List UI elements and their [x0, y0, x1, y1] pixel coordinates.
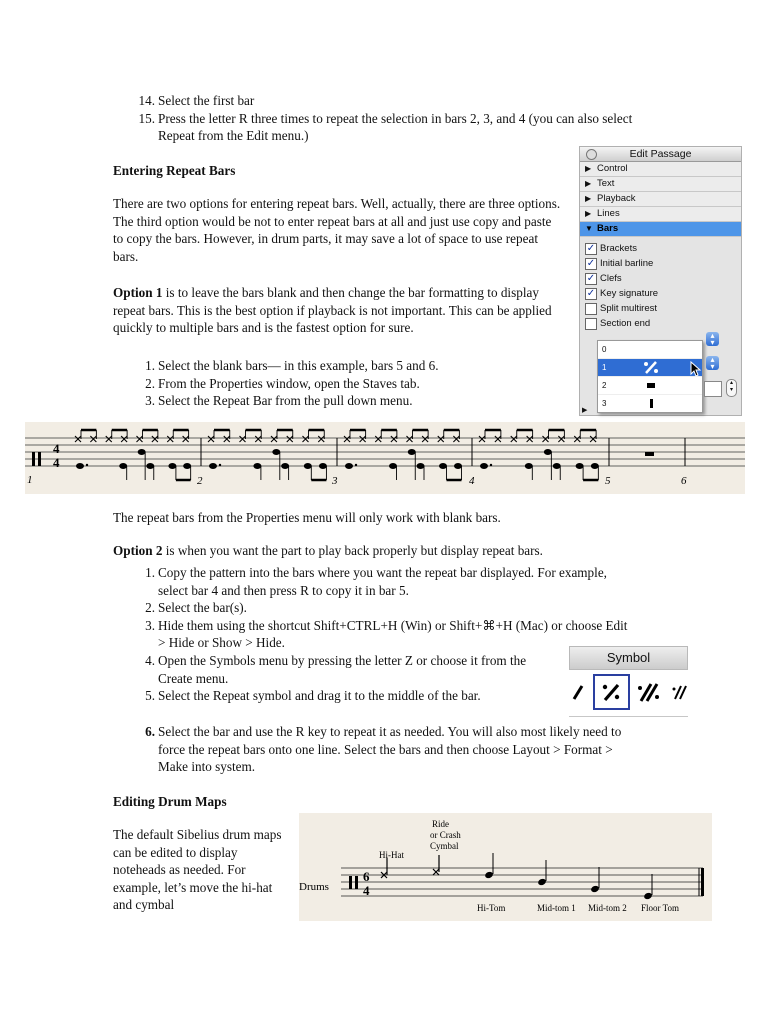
notehead	[76, 463, 84, 469]
notehead	[138, 449, 146, 455]
label-hi-hat: Hi-Hat	[379, 850, 404, 860]
symbol-slash[interactable]	[569, 674, 591, 710]
notehead	[417, 463, 425, 469]
dropdown-option[interactable]	[598, 341, 702, 359]
drum-maps-paragraph: The default Sibelius drum maps can be edited to display noteheads as needed. For example, let’s move the hi-hat and cymbal	[113, 827, 282, 913]
drum-map-notation	[299, 813, 712, 921]
list-item	[113, 392, 573, 410]
step-number: 5.	[145, 688, 155, 704]
label-mid-tom-2: Mid-tom 2	[588, 903, 627, 913]
checkbox-clefs[interactable]	[580, 271, 741, 286]
option2-label: Option 2	[113, 543, 163, 558]
step-number: 4.	[145, 652, 155, 668]
score-example-repeat-bars	[25, 422, 745, 494]
option-label: 0	[602, 345, 607, 354]
notehead	[281, 463, 289, 469]
option2-text: is when you want the part to play back properly but display repeat bars.	[162, 543, 543, 558]
checkbox-label: Clefs	[600, 273, 622, 284]
notehead	[183, 463, 191, 469]
score-notation	[25, 422, 745, 494]
notehead	[454, 463, 462, 469]
time-signature-bottom: 4	[363, 883, 370, 898]
checkbox-key-signature[interactable]	[580, 286, 741, 301]
bar-number: 4	[469, 475, 475, 487]
dropdown-stepper[interactable]: ▴ ▾	[706, 332, 719, 346]
bar-number: 2	[197, 475, 203, 487]
option1-steps	[113, 357, 573, 410]
step-number: 14.	[138, 93, 155, 108]
one-bar-repeat-icon	[642, 361, 660, 374]
percussion-clef	[355, 876, 358, 889]
checkbox-label: Split multirest	[600, 303, 658, 314]
notehead	[480, 463, 488, 469]
symbol-panel	[569, 646, 688, 718]
section-lines[interactable]	[580, 207, 741, 222]
notehead	[304, 463, 312, 469]
checkbox-label: Key signature	[600, 288, 659, 299]
list-item	[113, 564, 633, 599]
text-field[interactable]	[704, 381, 722, 397]
edit-passage-title: Edit Passage	[629, 148, 692, 160]
step-text: From the Properties window, open the Staves tab.	[158, 375, 420, 391]
time-signature-top: 6	[363, 869, 370, 884]
heading-entering-repeat-bars: Entering Repeat Bars	[113, 163, 236, 178]
section-label: Lines	[597, 208, 620, 219]
list-item	[113, 687, 633, 705]
notehead	[319, 463, 327, 469]
intro-paragraph: There are two options for entering repeat bars. Well, actually, there are three options. The third option would be not to enter repeat bars at all and just use copy and paste to copy the bars. However, in drum parts, it may save a lot of space to use repeat bars.	[113, 196, 561, 264]
checkbox-label: Section end	[600, 318, 651, 329]
step-text: Hide them using the shortcut Shift+CTRL+H (Win) or Shift+⌘+H (Mac) or choose Edit > Hide or Show > Hide.	[158, 617, 628, 651]
disclosure-triangle-icon: ▶	[585, 209, 592, 218]
step-number: 6.	[145, 724, 155, 739]
blank-bars-paragraph: The repeat bars from the Properties menu will only work with blank bars.	[113, 510, 501, 525]
notehead	[272, 449, 280, 455]
option-label: 1	[602, 363, 607, 372]
checkbox-label: Brackets	[600, 243, 637, 254]
repeat-bar-dropdown[interactable]	[597, 340, 703, 413]
symbol-four-bar-repeat[interactable]	[669, 674, 688, 710]
section-bars[interactable]	[580, 222, 741, 237]
percussion-clef	[349, 876, 352, 889]
notehead	[576, 463, 584, 469]
four-bar-repeat-icon	[650, 399, 653, 408]
option1-text: is to leave the bars blank and then change the bar formatting to display repeat bars. This is the best option if playback is not important. This can be applied quickly to multiple bars and is the fastest option for sure.	[113, 285, 552, 336]
dropdown-option-selected[interactable]	[598, 359, 702, 377]
notehead	[553, 463, 561, 469]
list-item	[113, 723, 633, 776]
checkbox-box[interactable]: ✓	[586, 273, 596, 284]
step-text: Select the blank bars— in this example, bars 5 and 6.	[158, 358, 439, 373]
dot	[219, 464, 221, 466]
section-text[interactable]	[580, 177, 741, 192]
step-text: Press the letter R three times to repeat the selection in bars 2, 3, and 4 (you can also select Repeat from the Edit menu.)	[158, 110, 633, 144]
step-number: 2.	[145, 375, 155, 391]
dropdown-stepper[interactable]: ▴ ▾	[706, 356, 719, 370]
note-mid-tom-1	[537, 860, 547, 886]
notehead	[209, 463, 217, 469]
step-text: Open the Symbols menu by pressing the letter Z or choose it from the Create menu.	[158, 652, 527, 686]
time-signature-bottom: 4	[53, 455, 60, 470]
list-item	[113, 652, 563, 687]
four-bar-repeat-icon	[669, 674, 688, 710]
checkbox-label: Initial barline	[600, 258, 654, 269]
checkbox-section-end[interactable]	[580, 316, 741, 331]
list-item	[113, 92, 643, 110]
notehead	[146, 463, 154, 469]
percussion-clef	[32, 452, 35, 466]
disclosure-triangle-icon: ▶	[585, 194, 592, 203]
list-item	[113, 599, 633, 617]
section-control[interactable]	[580, 162, 741, 177]
label-hi-tom: Hi-Tom	[477, 903, 506, 913]
close-icon[interactable]	[586, 149, 597, 160]
scroll-arrow-icon[interactable]: ▶	[582, 407, 588, 414]
dropdown-option[interactable]	[598, 395, 702, 412]
list-item	[113, 357, 573, 375]
step-number: 1.	[145, 565, 155, 580]
label-mid-tom-1: Mid-tom 1	[537, 903, 576, 913]
instrument-label: Drums	[299, 881, 329, 893]
notehead	[345, 463, 353, 469]
option2-paragraph	[113, 542, 673, 560]
step-number: 1.	[145, 358, 155, 373]
notehead	[544, 449, 552, 455]
disclosure-triangle-icon: ▶	[585, 179, 592, 188]
section-label: Text	[597, 178, 615, 189]
option-label: 3	[602, 399, 607, 408]
checkbox-initial-barline[interactable]	[580, 256, 741, 271]
checkbox-box[interactable]	[585, 303, 597, 315]
symbol-two-bar-repeat[interactable]	[632, 674, 666, 710]
notehead	[168, 463, 176, 469]
notehead	[389, 463, 397, 469]
mouse-cursor-icon	[690, 361, 702, 377]
notehead	[253, 463, 261, 469]
checkbox-box[interactable]	[585, 318, 597, 330]
staff-lines	[341, 868, 703, 896]
step-text: Select the first bar	[158, 93, 255, 108]
small-stepper[interactable]: ▴ ▾	[726, 379, 737, 397]
notehead	[591, 463, 599, 469]
note-mid-tom-2	[590, 867, 600, 893]
disclosure-triangle-open-icon: ▼	[585, 224, 593, 233]
section-label: Bars	[597, 223, 619, 234]
step-number: 3.	[145, 393, 155, 409]
step-text: Select the bar and use the R key to repeat it as needed. You will also most likely need to force the repeat bars onto one line. Select the bars and then choose Layout > Format > Make into system.	[158, 724, 622, 775]
step-text: Select the bar(s).	[158, 600, 247, 616]
slash-symbol-icon	[569, 674, 591, 710]
symbol-panel-title: Symbol	[569, 646, 688, 670]
notehead	[439, 463, 447, 469]
option2-step6	[113, 723, 633, 776]
step-number: 3.	[145, 617, 155, 633]
time-signature-top: 4	[53, 441, 60, 456]
list-item	[113, 375, 573, 393]
symbol-one-bar-repeat[interactable]	[593, 674, 630, 710]
symbol-panel-divider	[569, 716, 688, 717]
notehead	[525, 463, 533, 469]
option1-paragraph	[113, 284, 563, 337]
two-bar-repeat-icon	[632, 674, 666, 710]
option-label: 2	[602, 381, 607, 390]
steps-top	[113, 92, 643, 145]
dot	[355, 464, 357, 466]
dropdown-option[interactable]	[598, 377, 702, 395]
notehead	[119, 463, 127, 469]
whole-rest	[645, 452, 654, 456]
dot	[490, 464, 492, 466]
bar-number: 1	[27, 474, 33, 486]
step-number: 2.	[145, 600, 155, 616]
checkbox-split-multirest[interactable]	[580, 301, 741, 316]
notehead	[408, 449, 416, 455]
section-label: Control	[597, 163, 628, 174]
step-number: 15.	[138, 110, 155, 126]
label-cymbal: Cymbal	[430, 841, 459, 851]
label-or-crash: or Crash	[430, 830, 461, 840]
label-floor-tom: Floor Tom	[641, 903, 679, 913]
note-hi-tom	[484, 853, 494, 879]
bar-number: 6	[681, 475, 687, 487]
bar-number: 5	[605, 475, 611, 487]
disclosure-triangle-icon: ▶	[585, 164, 592, 173]
section-playback[interactable]	[580, 192, 741, 207]
percussion-clef	[38, 452, 41, 466]
heading-editing-drum-maps: Editing Drum Maps	[113, 794, 227, 809]
two-bar-repeat-icon	[647, 383, 655, 388]
option2-steps	[113, 564, 633, 705]
list-item	[113, 617, 633, 652]
x-notehead-cymbal	[433, 855, 439, 875]
list-item	[113, 110, 643, 145]
step-text: Select the Repeat symbol and drag it to the middle of the bar.	[158, 688, 481, 704]
checkbox-brackets[interactable]	[580, 241, 741, 256]
bar-number: 3	[332, 475, 338, 487]
option1-label: Option 1	[113, 285, 163, 300]
label-ride: Ride	[432, 819, 449, 829]
one-bar-repeat-icon	[595, 676, 628, 708]
section-label: Playback	[597, 193, 636, 204]
checkbox-box[interactable]: ✓	[586, 258, 596, 269]
note-floor-tom	[643, 874, 653, 900]
dot	[86, 464, 88, 466]
checkbox-box[interactable]: ✓	[586, 288, 596, 299]
drum-map-score	[299, 813, 712, 921]
edit-passage-titlebar	[580, 147, 741, 162]
step-text: Select the Repeat Bar from the pull down menu.	[158, 393, 413, 409]
edit-passage-panel	[579, 146, 742, 416]
step-text: Copy the pattern into the bars where you want the repeat bar displayed. For example, select bar 4 and then press R to copy it in bar 5.	[158, 565, 607, 598]
checkbox-box[interactable]: ✓	[586, 243, 596, 254]
